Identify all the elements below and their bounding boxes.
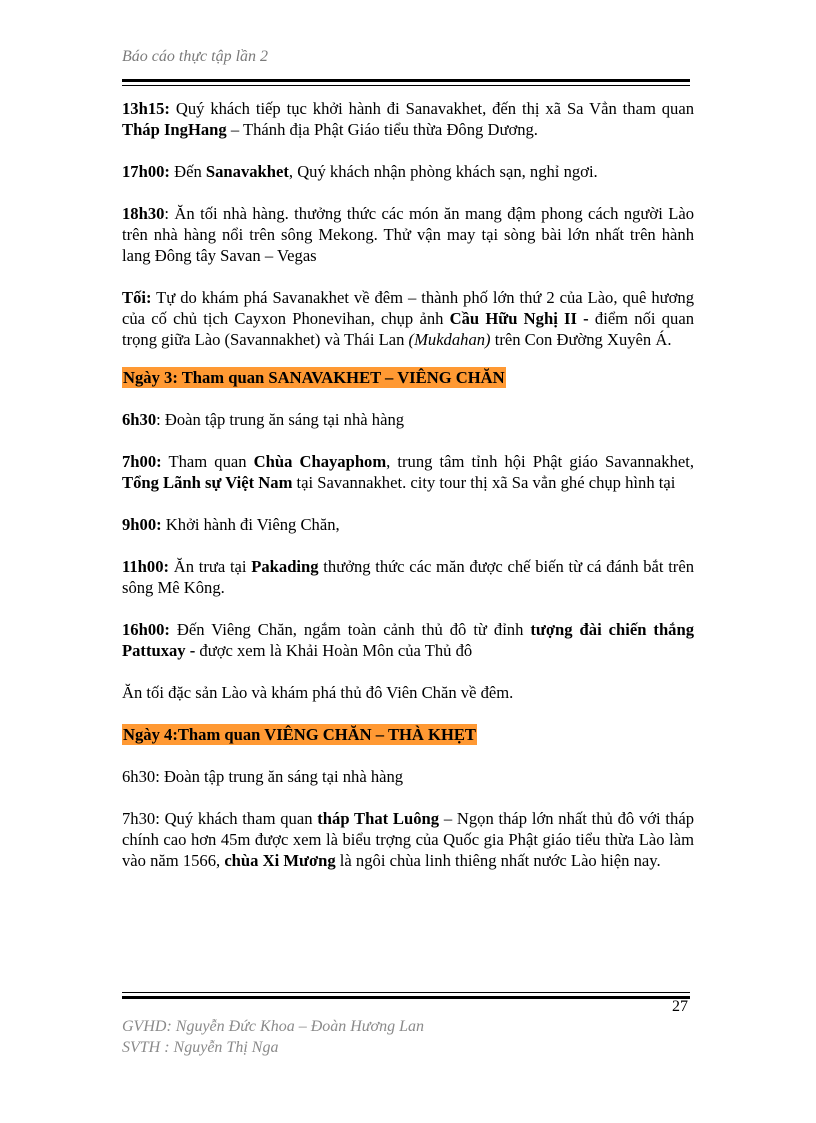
entry-evening: Tối: Tự do khám phá Savanakhet về đêm – thành phố lớn thứ 2 của Lào, quê hương của cố chủ tịch Cayxon Phonevihan, chụp ảnh Cầu Hữu Nghị II - điểm nối quan trọng giữa Lào (Savannakhet) và Thái Lan (Mukdahan) trên Con Đường Xuyên Á. [122,288,694,349]
day-4-heading [122,724,694,745]
entry-day4-0630: 6h30: Đoàn tập trung ăn sáng tại nhà hàng [122,767,404,786]
day-3-heading [122,367,694,388]
entry-1600: 16h00: Đến Viêng Chăn, ngắm toàn cảnh thủ đô từ đỉnh tượng đài chiến thắng Pattuxay - được xem là Khải Hoàn Môn của Thủ đô [122,620,694,660]
entry-day4-0730: 7h30: Quý khách tham quan tháp That Luông – Ngọn tháp lớn nhất thủ đô với tháp chính cao hơn 45m được xem là biểu trợng của Quốc gia Phật giáo tiểu thừa Lào làm vào năm 1566, chùa Xi Mương là ngôi chùa linh thiêng nhất nước Lào hiện nay. [122,809,694,870]
day-3-highlight: Ngày 3: Tham quan SANAVAKHET – VIÊNG CHĂN [123,368,505,387]
header-title: Báo cáo thực tập lần 2 [122,48,269,65]
header-rule-thin [122,85,690,86]
entry-1830: 18h30: Ăn tối nhà hàng. thưởng thức các món ăn mang đậm phong cách người Lào trên nhà hàng nổi trên sông Mekong. Thử vận may tại sòng bài lớn nhất trên hành lang Đông tây Savan – Vegas [122,204,694,265]
header-rule-thick [122,79,690,82]
footer-rule-thin [122,992,690,993]
entry-1315: 13h15: Quý khách tiếp tục khởi hành đi Sanavakhet, đến thị xã Sa Vẳn tham quan Tháp IngHang – Thánh địa Phật Giáo tiểu thừa Đông Dương. [122,99,694,139]
entry-1700: 17h00: Đến Sanavakhet, Quý khách nhận phòng khách sạn, nghỉ ngơi. [122,162,598,181]
entry-dinner: Ăn tối đặc sản Lào và khám phá thủ đô Viên Chăn về đêm. [122,683,514,702]
itinerary-body [122,98,694,871]
entry-0630: 6h30: Đoàn tập trung ăn sáng tại nhà hàng [122,410,405,429]
footer-advisor: GVHD: Nguyễn Đức Khoa – Đoàn Hương Lan [122,1018,424,1035]
entry-0700: 7h00: Tham quan Chùa Chayaphom, trung tâm tỉnh hội Phật giáo Savannakhet, Tổng Lãnh sự Việt Nam tại Savannakhet. city tour thị xã Sa vẳn ghé chụp hình tại [122,452,694,492]
day-4-highlight: Ngày 4:Tham quan VIÊNG CHĂN – THÀ KHẸT [123,725,476,744]
footer-student: SVTH : Nguyễn Thị Nga [122,1039,279,1056]
entry-1100: 11h00: Ăn trưa tại Pakading thưởng thức các măn được chế biến từ cá đánh bắt trên sông Mê Kông. [122,557,694,597]
footer-rule-thick [122,996,690,999]
entry-0900: 9h00: Khởi hành đi Viêng Chăn, [122,515,340,534]
page-number: 27 [672,998,688,1015]
